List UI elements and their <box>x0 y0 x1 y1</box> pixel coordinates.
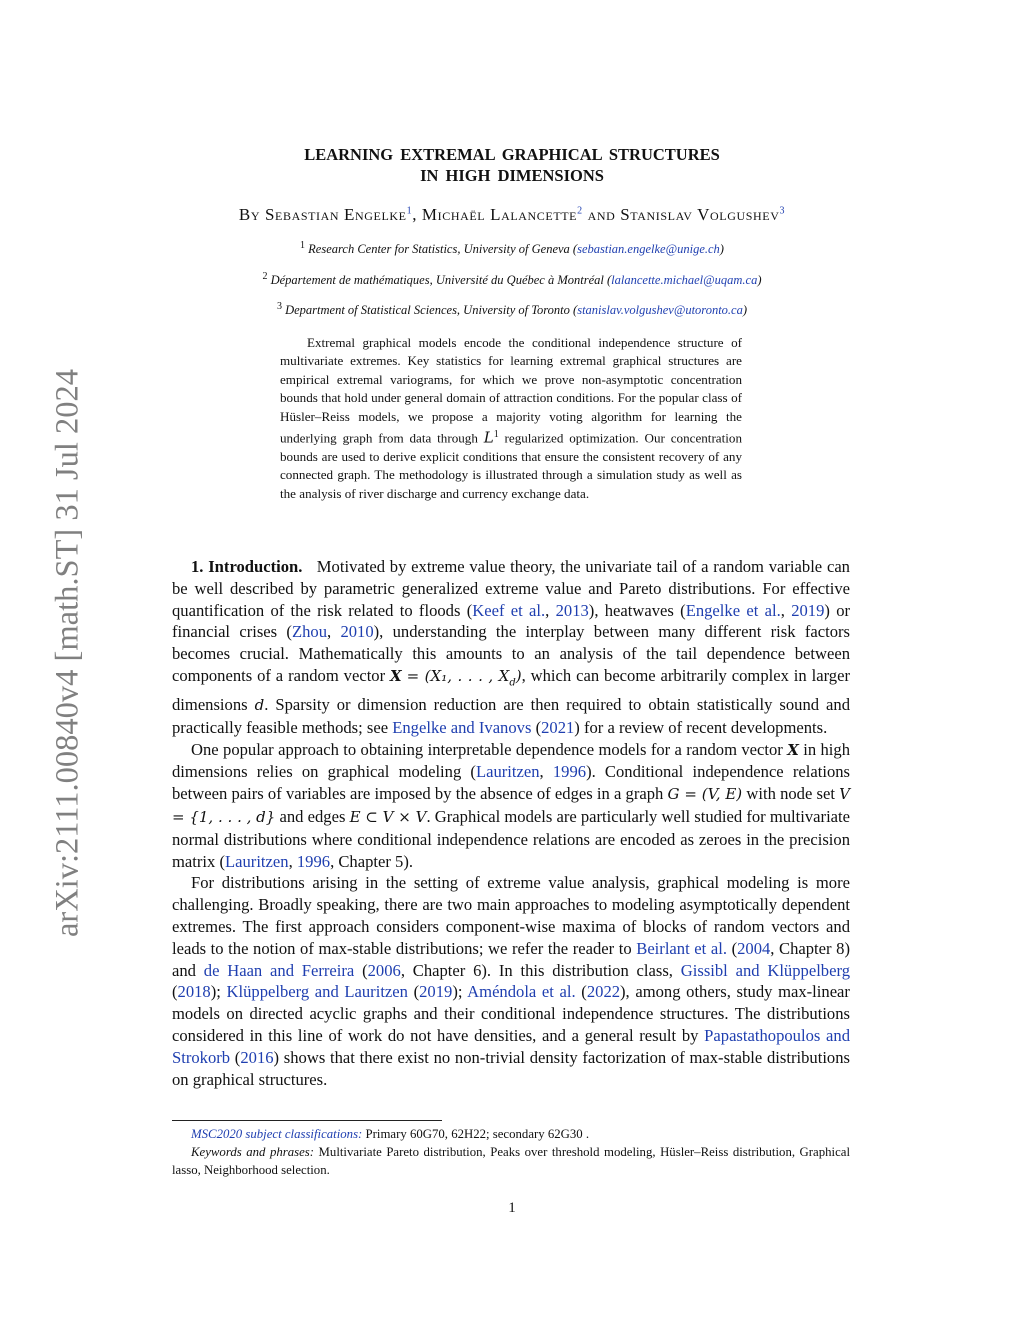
author-list: By Sebastian Engelke$^1$, Michaël Lalancette$^2$ and Stanislav Volgushev$^3$ <box>238 205 786 224</box>
citation-link[interactable]: Engelke et al. <box>685 600 781 620</box>
arxiv-identifier: arXiv:2111.00840v4 [math.ST] 31 Jul 2024 <box>49 368 86 937</box>
keywords-label: Keywords and phrases: <box>191 1145 315 1159</box>
msc-link[interactable]: MSC2020 subject classifications: <box>191 1127 363 1141</box>
math-X: X <box>787 740 799 759</box>
citation-year-link[interactable]: 2016 <box>240 1047 274 1067</box>
affiliation-1: $^1$ Research Center for Statistics, University of Geneva (sebastian.engelke@unige.ch) <box>300 240 724 257</box>
citation-year-link[interactable]: 1996 <box>552 762 587 782</box>
citation-year-link[interactable]: 2010 <box>340 622 374 642</box>
author-lalancette: Michaël Lalancette <box>421 205 578 224</box>
citation-link[interactable]: Gissibl and Klüppelberg <box>680 960 850 980</box>
keywords: Keywords and phrases: Multivariate Pareto distribution, Peaks over threshold modeling, Hüsler–Reiss distribution, Graphical lasso, Neighborhood selection. <box>172 1145 851 1177</box>
title-line-1: LEARNING EXTREMAL GRAPHICAL STRUCTURES <box>304 145 720 164</box>
citation-year-link[interactable]: 2019 <box>419 982 453 1002</box>
citation-link[interactable]: Keef et al. <box>472 600 546 620</box>
citation-link[interactable]: Engelke and Ivanovs <box>392 717 532 737</box>
citation-link[interactable]: Lauritzen <box>225 851 289 871</box>
citation-year-link[interactable]: 2021 <box>541 717 575 737</box>
author-engelke: Sebastian Engelke <box>265 205 407 224</box>
paper-title <box>0 144 1024 186</box>
intro-paragraph-3: For distributions arising in the setting of extreme value analysis, graphical modeling is more challenging. Broadly speaking, there are two main approaches to modeling asymptotically dependent extremes. The first approach considers component-wise maxima of blocks of random vectors and leads to the notion of max-stable distributions; we refer the reader to Beirlant et al. (2004, Chapter 8) and de Haan and Ferreira (2006, Chapter 6). In this distribution class, Gissibl and Klüppelberg (2018); Klüppelberg and Lauritzen (2019); Améndola et al. (2022), among others, study max-linear models on directed acyclic graphs and their conditional independence structures. The distributions considered in this line of work do not have densities, and a general result by Papastathopoulos and Strokorb (2016) shows that there exist no non-trivial density factorization of max-stable distributions on graphical structures. <box>172 873 850 1089</box>
math-d: d <box>254 696 265 715</box>
citation-year-link[interactable]: 2018 <box>177 982 211 1002</box>
introduction-section <box>172 556 850 1090</box>
citation-link[interactable]: Papastathopoulos and Strokorb <box>172 1026 850 1067</box>
page-number: 1 <box>508 1200 516 1216</box>
msc-classification: MSC2020 subject classifications: Primary 60G70, 62H22; secondary 62G30 . <box>191 1127 590 1141</box>
email-link[interactable]: lalancette.michael@uqam.ca <box>611 273 758 288</box>
citation-year-link[interactable]: 2006 <box>367 960 401 980</box>
email-link[interactable]: sebastian.engelke@unige.ch <box>577 242 720 257</box>
email-link[interactable]: stanislav.volgushev@utoronto.ca <box>577 303 743 318</box>
citation-year-link[interactable]: 2019 <box>791 600 825 620</box>
affiliation-2: $^2$ Département de mathématiques, Université du Québec à Montréal (lalancette.michael@uqam.ca) <box>262 271 762 288</box>
affiliation-3: $^3$ Department of Statistical Sciences, University of Toronto (stanislav.volgushev@utoronto.ca) <box>276 301 748 318</box>
math-edge-set: E ⊂ V × V <box>349 808 427 827</box>
abstract-text: Extremal graphical models encode the conditional independence structure of multivariate extremes. Key statistics for learning extremal graphical structures are empirical extremal variograms, for which we prove non-asymptotic concentration bounds that hold under general domain of attraction conditions. For the popular class of Hüsler–Reiss models, we propose a majority voting algorithm for learning the underlying graph from data through $L^1$ regularized optimization. Our concentration bounds are used to derive explicit conditions that ensure the consistent recovery of any connected graph. The methodology is illustrated through a simulation study as well as the analysis of river discharge and currency exchange data. <box>280 335 742 501</box>
intro-paragraph-1: 1. Introduction. Motivated by extreme value theory, the univariate tail of a random variable can be well described by parametric generalized extreme value and Pareto distributions. For effective quantification of the risk related to floods (Keef et al., 2013), heatwaves (Engelke et al., 2019) or financial crises (Zhou, 2010), understanding the interplay between many different risk factors becomes crucial. Mathematically this amounts to an analysis of the tail dependence between components of a random vector X = (X₁, . . . , $X_d$), which can become arbitrarily complex in larger dimensions d. Sparsity or dimension reduction are then required to obtain statistically sound and practically feasible methods; see Engelke and Ivanovs (2021) for a review of recent developments. <box>172 557 851 737</box>
footnotes <box>172 1125 850 1179</box>
citation-link[interactable]: Zhou <box>291 622 327 642</box>
title-line-2: IN HIGH DIMENSIONS <box>420 166 604 185</box>
citation-year-link[interactable]: 2013 <box>555 600 589 620</box>
by-label: By <box>238 205 261 224</box>
author-1-mark[interactable]: 1 <box>406 205 413 217</box>
abstract <box>280 334 742 503</box>
author-2-mark[interactable]: 2 <box>577 205 583 217</box>
math-graph: G = (V, E) <box>667 785 743 804</box>
citation-year-link[interactable]: 2022 <box>586 982 621 1002</box>
math-node-set: V = {1, . . . , d} <box>172 785 850 827</box>
citation-link[interactable]: Klüppelberg and Lauritzen <box>226 982 408 1002</box>
math-X: X <box>390 666 402 685</box>
citation-link[interactable]: Améndola et al. <box>467 982 576 1002</box>
intro-paragraph-2: One popular approach to obtaining interpretable dependence models for a random vector X in high dimensions relies on graphical modeling (Lauritzen, 1996). Conditional independence relations between pairs of variables are imposed by the absence of edges in a graph G = (V, E) with node set V = {1, . . . , d} and edges E ⊂ V × V. Graphical models are particularly well studied for multivariate normal distributions where conditional independence relations are encoded as zeroes in the precision matrix (Lauritzen, 1996, Chapter 5). <box>172 739 851 871</box>
citation-year-link[interactable]: 2004 <box>737 938 771 958</box>
citation-link[interactable]: Beirlant et al. <box>636 938 727 958</box>
footnote-divider <box>172 1120 442 1121</box>
citation-link[interactable]: Lauritzen <box>475 762 540 782</box>
citation-link[interactable]: de Haan and Ferreira <box>203 960 355 980</box>
section-heading: 1. Introduction. <box>191 557 303 576</box>
citation-year-link[interactable]: 1996 <box>296 851 331 871</box>
author-volgushev: Stanislav Volgushev <box>620 205 780 224</box>
math-vector: = (X₁, . . . , X <box>406 666 510 685</box>
author-3-mark[interactable]: 3 <box>779 205 786 217</box>
